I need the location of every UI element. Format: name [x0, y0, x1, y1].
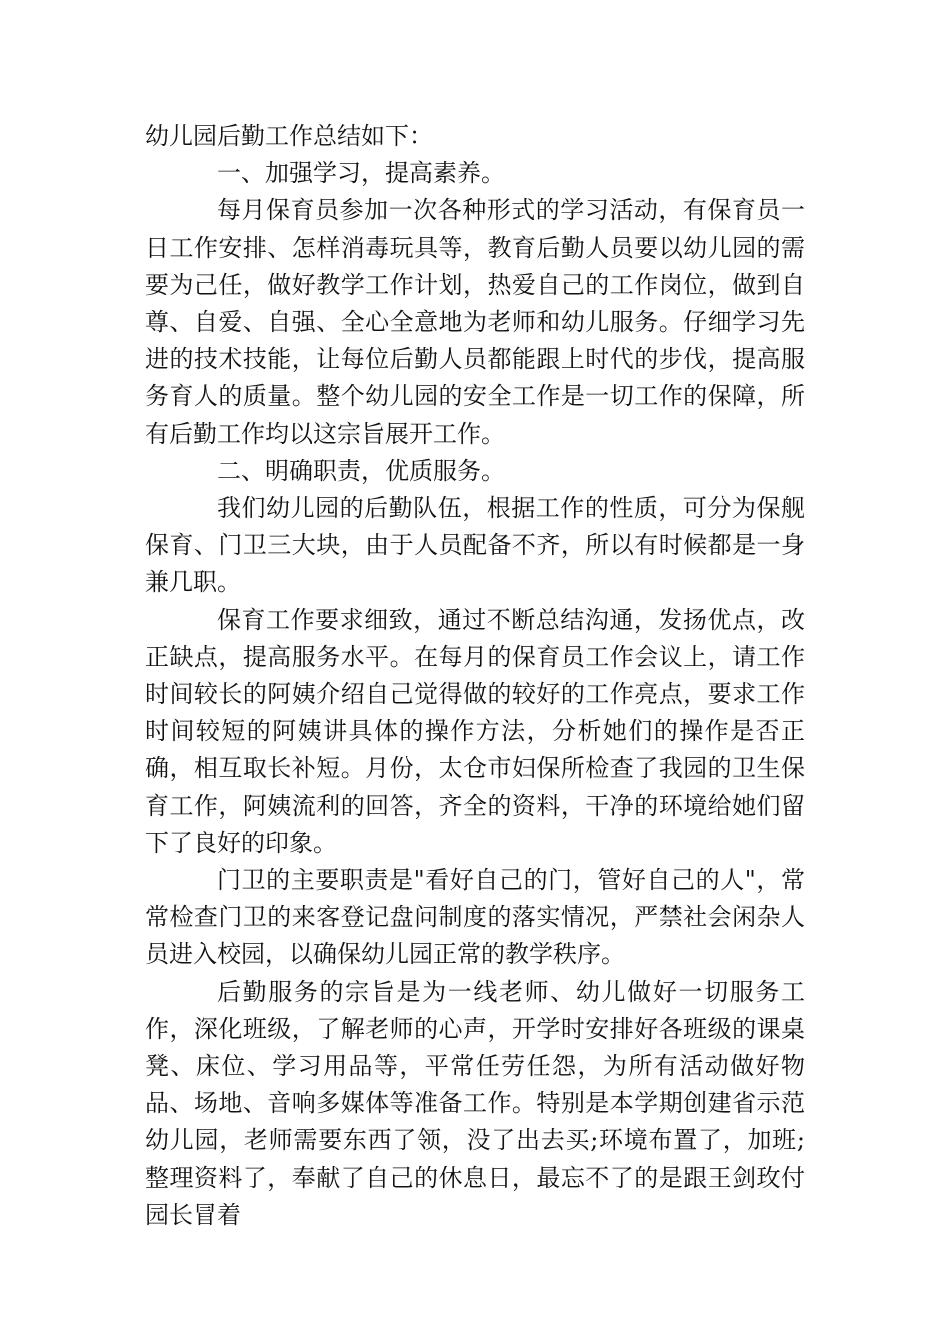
- intro-line: 幼儿园后勤工作总结如下：: [145, 122, 433, 150]
- paragraph-5: 后勤服务的宗旨是为一线老师、幼儿做好一切服务工作，深化班级，了解老师的心声，开学时安排好各班级的课桌凳、床位、学习用品等，平常任劳任怨，为所有活动做好物品、场地、音响多媒体等准备工作。特别是本学期创建省示范幼儿园，老师需要东西了领，没了出去买;环境布置了，加班;整理资料了，奉献了自己的休息日，最忘不了的是跟王剑玫付园长冒着: [145, 977, 805, 1229]
- section-heading-2: 二、明确职责，优质服务。: [217, 456, 505, 485]
- document-body: [145, 118, 805, 1234]
- paragraph-2: 我们幼儿园的后勤队伍，根据工作的性质，可分为保舰保育、门卫三大块，由于人员配备不齐，所以有时候都是一身兼几职。: [145, 494, 805, 597]
- paragraph-1: 每月保育员参加一次各种形式的学习活动，有保育员一日工作安排、怎样消毒玩具等，教育后勤人员要以幼儿园的需要为己任，做好教学工作计划，热爱自己的工作岗位，做到自尊、自爱、自强、全心全意地为老师和幼儿服务。仔细学习先进的技术技能，让每位后勤人员都能跟上时代的步伐，提高服务育人的质量。整个幼儿园的安全工作是一切工作的保障，所有后勤工作均以这宗旨展开工作。: [145, 196, 805, 448]
- paragraph-4: 门卫的主要职责是"看好自己的门，管好自己的人"，常常检查门卫的来客登记盘问制度的落实情况，严禁社会闲杂人员进入校园，以确保幼儿园正常的教学秩序。: [145, 866, 805, 969]
- paragraph-3: 保育工作要求细致，通过不断总结沟通，发扬优点，改正缺点，提高服务水平。在每月的保育员工作会议上，请工作时间较长的阿姨介绍自己觉得做的较好的工作亮点，要求工作时间较短的阿姨讲具体的操作方法，分析她们的操作是否正确，相互取长补短。月份，太仓市妇保所检查了我园的卫生保育工作，阿姨流利的回答，齐全的资料，干净的环境给她们留下了良好的印象。: [145, 605, 805, 857]
- section-heading-1: 一、加强学习，提高素养。: [217, 159, 505, 188]
